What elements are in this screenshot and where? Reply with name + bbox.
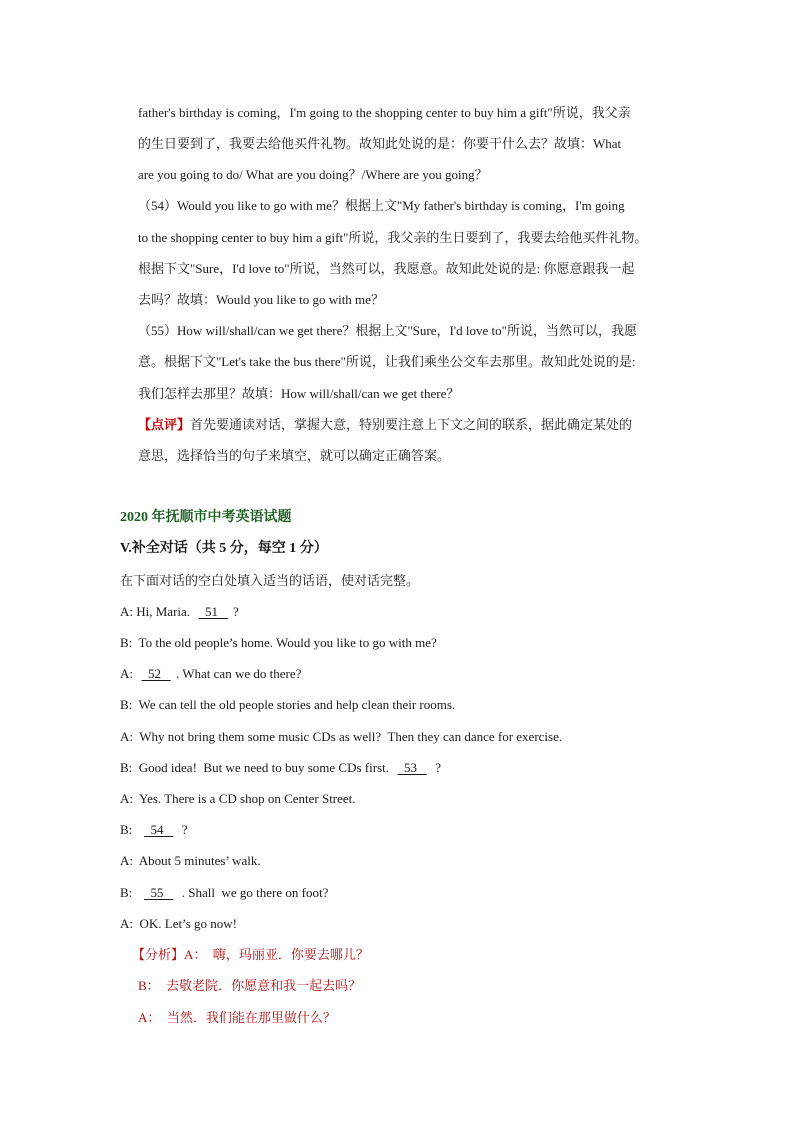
analysis-line: father's birthday is coming，I'm going to the shopping center to buy him a gift"所说，我父亲 [138, 105, 631, 120]
dialogue-line: A: Hi, Maria. 51 ? [120, 604, 239, 619]
analysis-line: 意。根据下文"Let's take the bus there"所说，让我们乘坐公交车去那里。故知此处说的是: [138, 354, 636, 369]
dialogue-line: B: 55 . Shall we go there on foot? [120, 885, 329, 900]
dialogue-line: A: OK. Let’s go now! [120, 916, 237, 931]
analysis-line: （54）Would you like to go with me？根据上文"My father's birthday is coming，I'm going [138, 198, 625, 213]
analysis-line: B： 去敬老院．你愿意和我一起去吗？ [138, 978, 362, 993]
instruction: 在下面对话的空白处填入适当的话语，使对话完整。 [120, 573, 420, 588]
analysis-line: （55）How will/shall/can we get there？根据上文"Sure，I'd love to"所说，当然可以，我愿 [138, 323, 637, 338]
comment-tag: 【点评】 [138, 417, 191, 432]
section-heading: V.补全对话（共 5 分，每空 1 分） [120, 541, 328, 556]
blank-51: 51 [198, 604, 228, 619]
analysis-line: 去吗？故填：Would you like to go with me？ [138, 292, 384, 307]
section-title: 2020 年抚顺市中考英语试题 [120, 510, 292, 525]
dialogue-line: B: Good idea! But we need to buy some CDs first. 53 ? [120, 760, 442, 775]
dialogue-line: A: Why not bring them some music CDs as well? Then they can dance for exercise. [120, 729, 563, 744]
analysis-line: A： 当然．我们能在那里做什么？ [138, 1010, 336, 1025]
blank-54: 54 [144, 822, 174, 837]
analysis-line: 我们怎样去那里？故填：How will/shall/can we get there？ [138, 386, 460, 401]
blank-53: 53 [397, 760, 427, 775]
blank-55: 55 [144, 885, 174, 900]
dialogue-line: B: 54 ? [120, 822, 188, 837]
analysis-tag: 【分析】 [132, 947, 185, 962]
dialogue-line: B: To the old people’s home. Would you like to go with me? [120, 635, 437, 650]
comment-text: 首先要通读对话，掌握大意，特别要注意上下文之间的联系，据此确定某处的 [190, 417, 633, 432]
dialogue-line: A: About 5 minutes’ walk. [120, 853, 261, 868]
analysis-line: are you going to do/ What are you doing？/Where are you going？ [138, 167, 488, 182]
comment-line: 意思，选择恰当的句子来填空，就可以确定正确答案。 [138, 448, 451, 463]
dialogue-line: A: 52 . What can we do there? [120, 666, 302, 681]
dialogue-line: B: We can tell the old people stories and help clean their rooms. [120, 697, 456, 712]
analysis-line: to the shopping center to buy him a gift"所说，我父亲的生日要到了，我要去给他买件礼物。 [138, 230, 648, 245]
analysis-line: 根据下文"Sure，I'd love to"所说，当然可以，我愿意。故知此处说的是: 你愿意跟我一起 [138, 261, 635, 276]
comment-line [138, 417, 632, 433]
analysis-line: 【分析】A： 嗨，玛丽亚．你要去哪儿？ [132, 947, 369, 962]
dialogue-line: A: Yes. There is a CD shop on Center Street. [120, 791, 356, 806]
blank-52: 52 [141, 666, 171, 681]
analysis-line: 的生日要到了，我要去给他买件礼物。故知此处说的是：你要干什么去？故填：What [138, 136, 622, 151]
